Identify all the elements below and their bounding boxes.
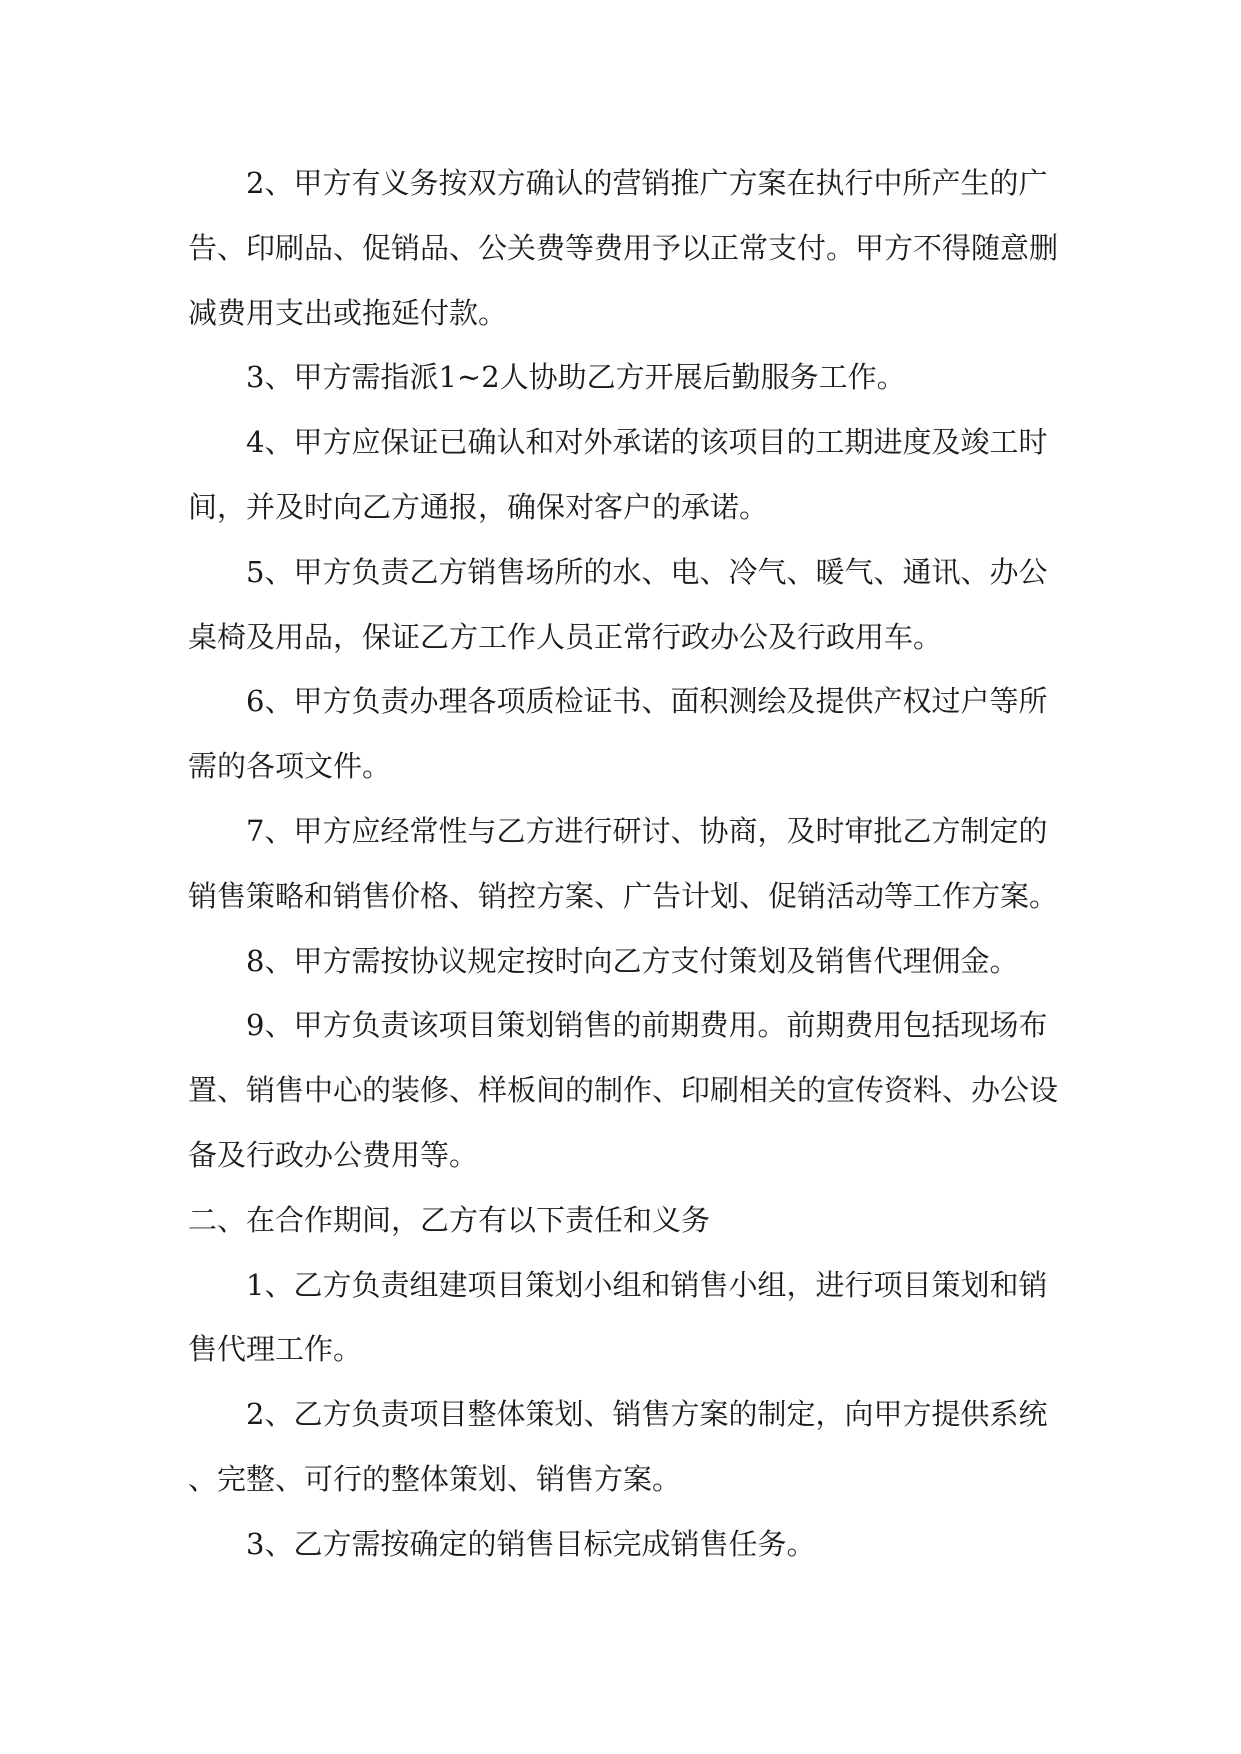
text-line-9: 6、甲方负责办理各项质检证书、面积测绘及提供产权过户等所 — [246, 684, 1048, 718]
text-line-15: 置、销售中心的装修、样板间的制作、印刷相关的宣传资料、办公设 — [188, 1073, 1059, 1107]
text-line-22: 3、乙方需按确定的销售目标完成销售任务。 — [246, 1527, 816, 1561]
text-line-10: 需的各项文件。 — [188, 749, 392, 783]
text-line-19: 售代理工作。 — [188, 1332, 363, 1366]
text-line-12: 销售策略和销售价格、销控方案、广告计划、促销活动等工作方案。 — [188, 879, 1059, 913]
text-line-11: 7、甲方应经常性与乙方进行研讨、协商，及时审批乙方制定的 — [246, 814, 1048, 848]
text-line-21: 、完整、可行的整体策划、销售方案。 — [188, 1462, 682, 1496]
text-line-8: 桌椅及用品，保证乙方工作人员正常行政办公及行政用车。 — [188, 620, 943, 654]
text-line-18: 1、乙方负责组建项目策划小组和销售小组，进行项目策划和销 — [246, 1268, 1048, 1302]
text-line-13: 8、甲方需按协议规定按时向乙方支付策划及销售代理佣金。 — [246, 944, 1019, 978]
text-line-20: 2、乙方负责项目整体策划、销售方案的制定，向甲方提供系统 — [246, 1397, 1048, 1431]
text-line-7: 5、甲方负责乙方销售场所的水、电、冷气、暖气、通讯、办公 — [246, 555, 1048, 589]
text-line-2: 告、印刷品、促销品、公关费等费用予以正常支付。甲方不得随意删 — [188, 231, 1059, 265]
text-line-4: 3、甲方需指派1~2人协助乙方开展后勤服务工作。 — [246, 360, 906, 394]
text-line-5: 4、甲方应保证已确认和对外承诺的该项目的工期进度及竣工时 — [246, 425, 1048, 459]
text-line-16: 备及行政办公费用等。 — [188, 1138, 479, 1172]
text-line-1: 2、甲方有义务按双方确认的营销推广方案在执行中所产生的广 — [246, 166, 1048, 200]
text-line-14: 9、甲方负责该项目策划销售的前期费用。前期费用包括现场布 — [246, 1008, 1048, 1042]
text-line-3: 减费用支出或拖延付款。 — [188, 296, 508, 330]
section-heading: 二、在合作期间，乙方有以下责任和义务 — [188, 1203, 711, 1237]
text-line-6: 间，并及时向乙方通报，确保对客户的承诺。 — [188, 490, 769, 524]
